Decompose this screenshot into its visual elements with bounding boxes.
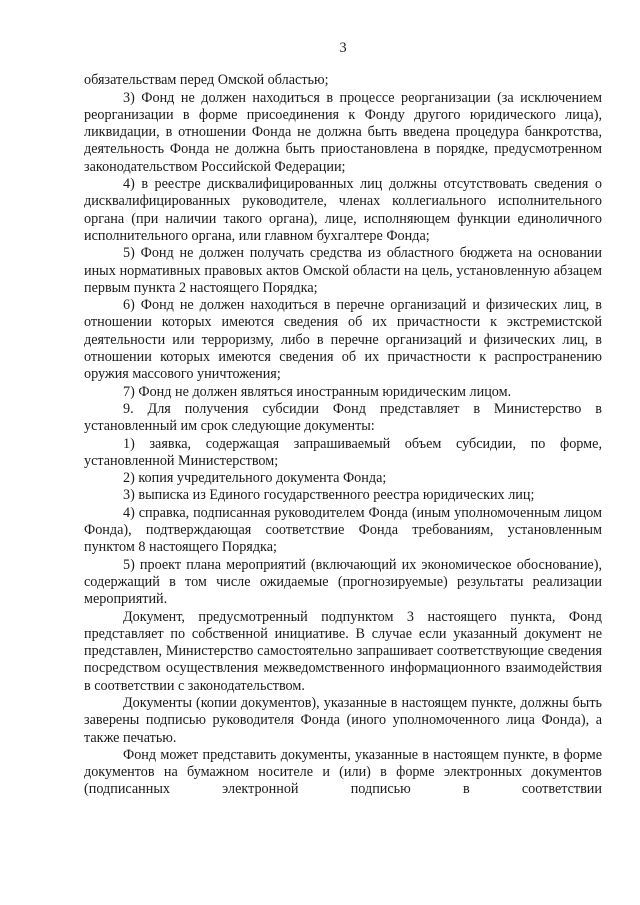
paragraph: 9. Для получения субсидии Фонд представляет в Министерство в установленный им срок следующие документы: [84,400,602,435]
paragraph: 5) Фонд не должен получать средства из областного бюджета на основании иных нормативных правовых актов Омской области на цель, установленную абзацем первым пункта 2 настоящего Порядка; [84,245,602,296]
paragraph: Документы (копии документов), указанные в настоящем пункте, должны быть заверены подписью руководителя Фонда (иного уполномоченного лица Фонда), а также печатью. [84,694,602,746]
paragraph: 3) выписка из Единого государственного реестра юридических лиц; [123,487,535,504]
paragraph: 4) справка, подписанная руководителем Фонда (иным уполномоченным лицом Фонда), подтверждающая соответствие Фонда требованиям, установленным пунктом 8 настоящего Порядка; [84,504,602,556]
paragraph: 2) копия учредительного документа Фонда; [123,470,387,487]
paragraph: 1) заявка, содержащая запрашиваемый объем субсидии, по форме, установленной Министерством; [84,435,602,469]
paragraph: 4) в реестре дисквалифицированных лиц должны отсутствовать сведения о дисквалифицированных руководителе, членах коллегиального исполнительного органа (при наличии такого органа), лице, исполняющем функции единоличного исполнительного органа, или главном бухгалтере Фонда; [84,176,602,244]
paragraph: 6) Фонд не должен находиться в перечне организаций и физических лиц, в отношении которых имеются сведения об их причастности к экстремистской деятельности или терроризму, либо в перечне организаций и физических лиц, в отношении которых имеются сведения об их причастности к распространению оружия массового уничтожения; [84,297,602,383]
paragraph: 7) Фонд не должен являться иностранным юридическим лицом. [123,383,512,400]
page-number: 3 [339,40,347,56]
document-page [84,40,602,799]
paragraph: Фонд может представить документы, указанные в настоящем пункте, в форме документов на бумажном носителе и (или) в форме электронных документов (подписанных электронной подписью в соответствии [84,746,602,798]
paragraph: 5) проект плана мероприятий (включающий их экономическое обоснование), содержащий в том числе ожидаемые (прогнозируемые) результаты реализации мероприятий. [84,556,602,608]
paragraph: 3) Фонд не должен находиться в процессе реорганизации (за исключением реорганизации в форме присоединения к Фонду другого юридического лица), ликвидации, в отношении Фонда не должна быть введена процедура банкротства, деятельность Фонда не должна быть приостановлена в порядке, предусмотренном законодательством Российской Федерации; [84,89,602,175]
paragraph: Документ, предусмотренный подпунктом 3 настоящего пункта, Фонд представляет по собственной инициативе. В случае если указанный документ не представлен, Министерство самостоятельно запрашивает соответствующие сведения посредством осуществления межведомственного информационного взаимодействия в соответствии с законодательством. [84,608,602,694]
document-body [84,72,602,798]
paragraph: обязательствам перед Омской областью; [84,72,329,89]
